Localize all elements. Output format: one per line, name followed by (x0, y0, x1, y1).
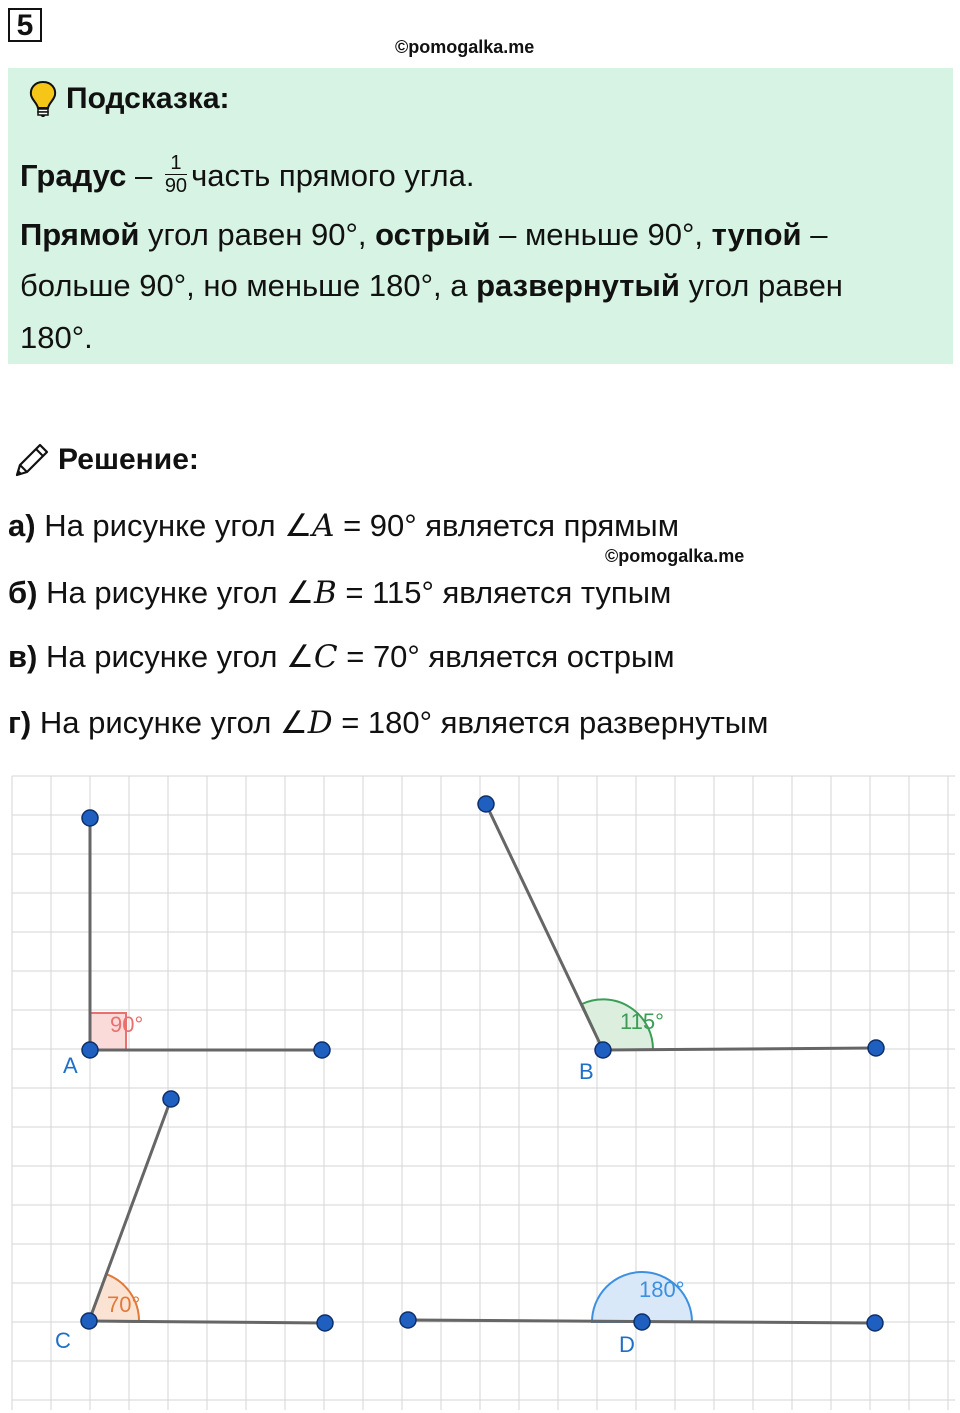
hint-dash: – (126, 158, 161, 193)
answer-d (8, 705, 768, 741)
solution-title-text: Решение: (58, 443, 199, 476)
fraction-numerator: 1 (165, 152, 187, 175)
segment-b-left (486, 804, 603, 1050)
answer-letter: в) (8, 639, 38, 674)
angle-d (400, 1272, 883, 1357)
answer-letter: б) (8, 575, 38, 610)
angle-variable: D (307, 705, 333, 741)
angle-d-value: 180° (639, 1277, 685, 1302)
task-number: 5 (8, 8, 42, 42)
label-b: B (579, 1059, 594, 1084)
angle-a (63, 810, 330, 1078)
segment-b-right (603, 1048, 876, 1050)
answer-text: На рисунке угол ∠ (31, 705, 308, 740)
hint-term-obtuse: тупой (711, 217, 802, 252)
hint-text: угол равен (679, 268, 843, 303)
answer-text: = 115° является тупым (336, 575, 672, 610)
answer-letter: г) (8, 705, 32, 740)
point-d-left (400, 1312, 416, 1328)
point-b-top (478, 796, 494, 812)
answer-letter: а) (8, 508, 36, 543)
watermark: ©pomogalka.me (395, 37, 535, 57)
hint-line-1 (20, 150, 474, 202)
point-a (82, 1042, 98, 1058)
watermark: ©pomogalka.me (605, 546, 745, 566)
hint-term-degree: Градус (20, 158, 127, 193)
label-d: D (619, 1332, 635, 1357)
hint-term-right: Прямой (20, 217, 140, 252)
label-c: C (55, 1328, 71, 1353)
fraction (165, 152, 187, 197)
point-d-right (867, 1315, 883, 1331)
answer-a (8, 508, 679, 544)
answer-text: = 90° является прямым (334, 508, 680, 543)
hint-text: больше 90°, но меньше 180°, а (20, 268, 477, 303)
angle-a-value: 90° (110, 1012, 144, 1037)
segment-c-upper (89, 1099, 171, 1321)
point-c-top (163, 1091, 179, 1107)
hint-line-3 (20, 260, 843, 312)
angle-variable: C (313, 639, 338, 675)
hint-text: угол равен 90°, (139, 217, 376, 252)
answer-b (8, 575, 671, 611)
hint-title (28, 80, 230, 118)
hint-title-text: Подсказка: (66, 82, 230, 115)
point-a-top (82, 810, 98, 826)
answer-text: На рисунке угол ∠ (37, 575, 314, 610)
point-a-right (314, 1042, 330, 1058)
fraction-denominator: 90 (164, 175, 188, 198)
label-a: A (63, 1053, 78, 1078)
hint-term-acute: острый (375, 217, 491, 252)
angle-variable: B (313, 575, 337, 611)
answer-c (8, 639, 675, 675)
hint-text: 180°. (20, 320, 93, 355)
point-b-right (868, 1040, 884, 1056)
angle-b (478, 796, 884, 1084)
angle-variable: A (312, 508, 335, 544)
hint-term-straight: развернутый (476, 268, 680, 303)
pencil-icon (12, 440, 52, 480)
point-c-right (317, 1315, 333, 1331)
grid (12, 776, 955, 1410)
point-c (81, 1313, 97, 1329)
hint-text: – меньше 90°, (490, 217, 712, 252)
angle-b-value: 115° (620, 1009, 664, 1034)
hint-line-2 (20, 209, 827, 261)
angles-figure (0, 768, 960, 1413)
answer-text: На рисунке угол ∠ (35, 508, 313, 543)
hint-text: – (801, 217, 828, 252)
segment-c-lower (89, 1321, 325, 1323)
hint-box (8, 68, 953, 364)
answer-text: = 70° является острым (337, 639, 675, 674)
point-b (595, 1042, 611, 1058)
hint-line-4 (20, 312, 93, 364)
angle-c (55, 1091, 333, 1353)
solution-title (12, 440, 199, 480)
hint-text: часть прямого угла. (191, 158, 475, 193)
point-d (634, 1314, 650, 1330)
angle-c-value: 70° (107, 1292, 141, 1317)
lightbulb-icon (28, 80, 58, 118)
answer-text: = 180° является развернутым (332, 705, 769, 740)
answer-text: На рисунке угол ∠ (37, 639, 314, 674)
